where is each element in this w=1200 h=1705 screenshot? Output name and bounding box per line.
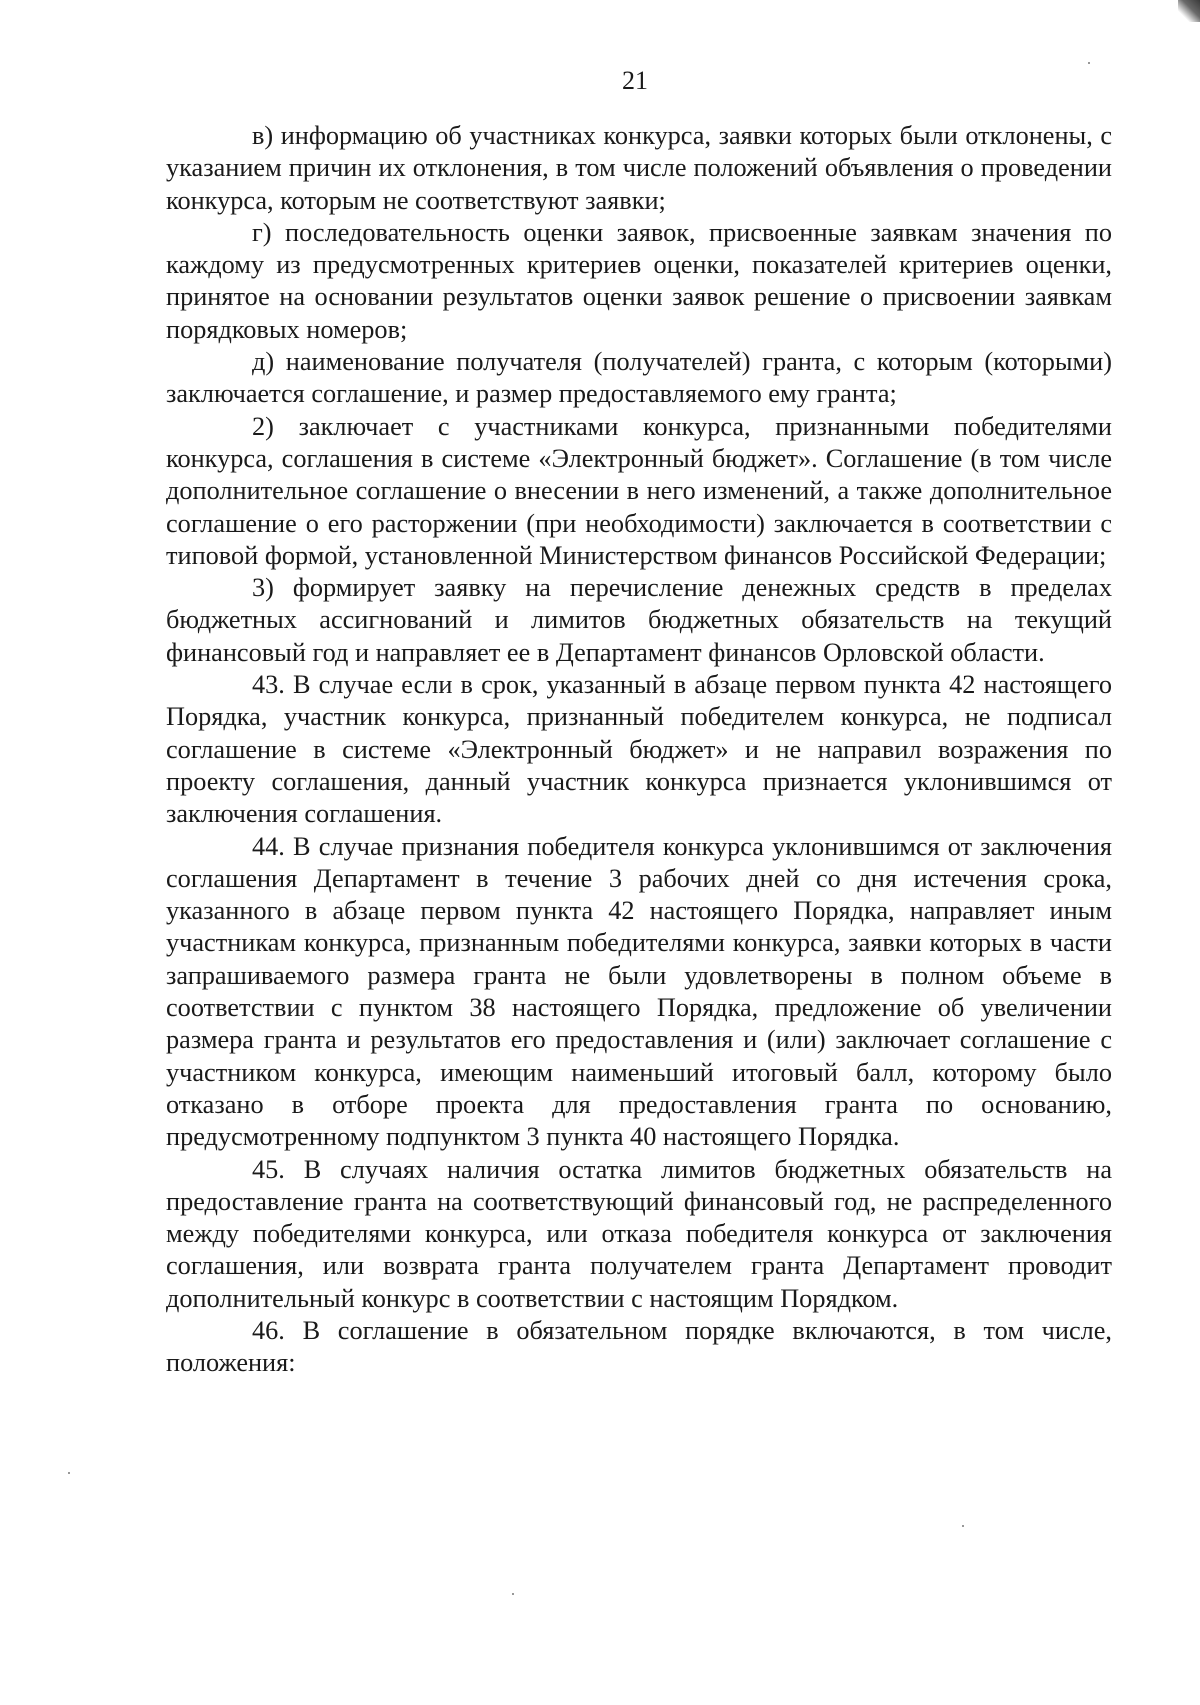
- paragraph-v: в) информацию об участниках конкурса, заявки которых были отклонены, с указанием причин их отклонения, в том числе положений объявления о проведении конкурса, которым не соответствуют заявки;: [166, 121, 1112, 215]
- paragraph-44: 44. В случае признания победителя конкурса уклонившимся от заключения соглашения Департамент в течение 3 рабочих дней со дня истечения срока, указанного в абзаце первом пункта 42 настоящего Порядка, направляет иным участникам конкурса, признанным победителями конкурса, заявки которых в части запрашиваемого размера гранта не были удовлетворены в полном объеме в соответствии с пунктом 38 настоящего Порядка, предложение об увеличении размера гранта и результатов его предоставления и (или) заключает соглашение с участником конкурса, имеющим наименьший итоговый балл, которому было отказано в отборе проекта для предоставления гранта по основанию, предусмотренному подпунктом 3 пункта 40 настоящего Порядка.: [166, 831, 1112, 1152]
- page-number: 21: [622, 66, 648, 95]
- scan-corner-shadow: [1178, 0, 1200, 22]
- scan-speck: [962, 1525, 964, 1527]
- scan-speck: [1088, 62, 1090, 64]
- paragraph-item-2: 2) заключает с участниками конкурса, признанными победителями конкурса, соглашения в системе «Электронный бюджет». Соглашение (в том числе дополнительное соглашение о внесении в него изменений, а также дополнительное соглашение о его расторжении (при необходимости) заключается в соответствии с типовой формой, установленной Министерством финансов Российской Федерации;: [166, 411, 1112, 570]
- paragraph-item-3: 3) формирует заявку на перечисление денежных средств в пределах бюджетных ассигнований и лимитов бюджетных обязательств на текущий финансовый год и направляет ее в Департамент финансов Орловской области.: [166, 573, 1112, 667]
- paragraph-43: 43. В случае если в срок, указанный в абзаце первом пункта 42 настоящего Порядка, участник конкурса, признанный победителем конкурса, не подписал соглашение в системе «Электронный бюджет» и не направил возражения по проекту соглашения, данный участник конкурса признается уклонившимся от заключения соглашения.: [166, 670, 1112, 829]
- document-body: [166, 120, 1112, 1380]
- paragraph-d: д) наименование получателя (получателей) гранта, с которым (которыми) заключается соглашение, и размер предоставляемого ему гранта;: [166, 347, 1112, 409]
- paragraph-g: г) последовательность оценки заявок, присвоенные заявкам значения по каждому из предусмотренных критериев оценки, показателей критериев оценки, принятое на основании результатов оценки заявок решение о присвоении заявкам порядковых номеров;: [166, 217, 1112, 344]
- scan-speck: [68, 1472, 70, 1474]
- scan-speck: [512, 1593, 514, 1595]
- paragraph-45: 45. В случаях наличия остатка лимитов бюджетных обязательств на предоставление гранта на соответствующий финансовый год, не распределенного между победителями конкурса, или отказа победителя конкурса от заключения соглашения, или возврата гранта получателем гранта Департамент проводит дополнительный конкурс в соответствии с настоящим Порядком.: [166, 1154, 1112, 1313]
- paragraph-46: 46. В соглашение в обязательном порядке включаются, в том числе, положения:: [166, 1315, 1112, 1378]
